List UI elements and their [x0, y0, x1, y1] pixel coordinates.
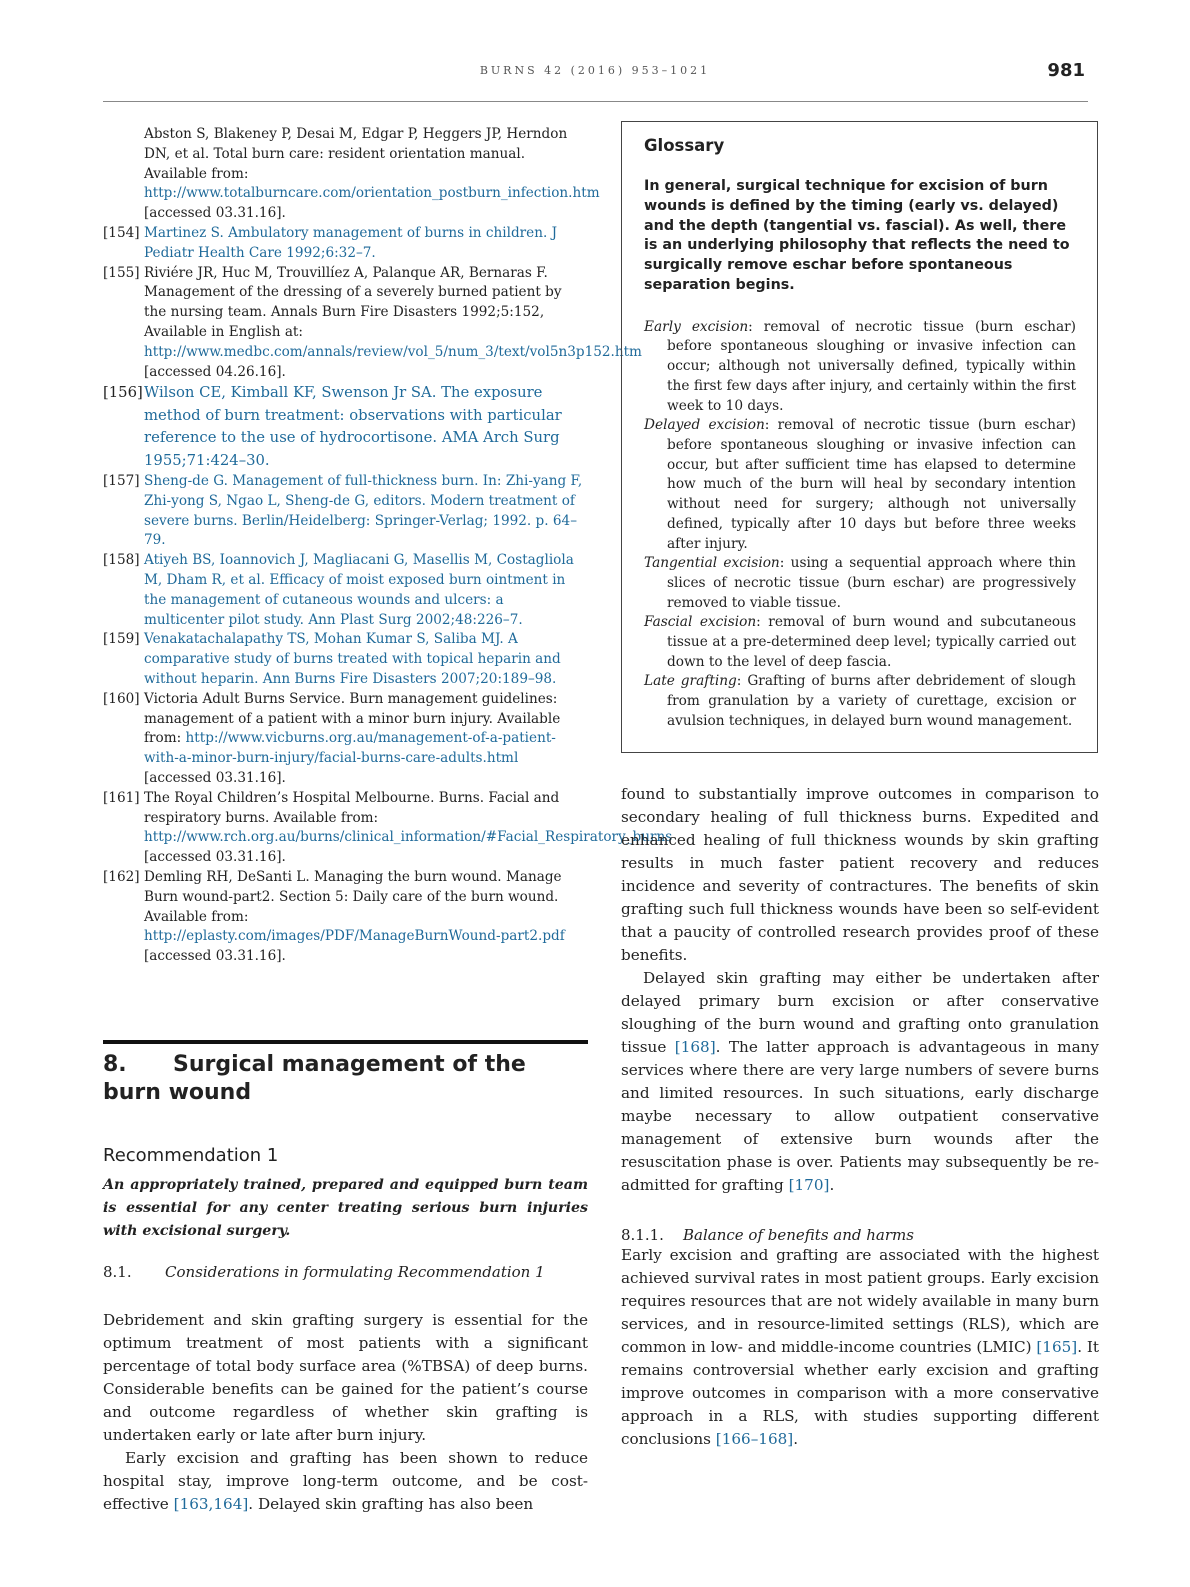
- section-title: Surgical management of the burn wound: [103, 1051, 526, 1105]
- citation-link[interactable]: Venakatachalapathy TS, Mohan Kumar S, Saliba MJ. A comparative study of burns treated with topical heparin and without heparin. Ann Burns Fire Disasters 2007;20:189–98.: [144, 631, 561, 687]
- citation-link[interactable]: http://www.medbc.com/annals/review/vol_5/num_3/text/vol5n3p152.htm: [144, 343, 642, 360]
- glossary-text: : removal of necrotic tissue (burn eschar) before spontaneous sloughing or invasive infection can occur, but after sufficient time has elapsed to determine how much of the burn will heal by secondary intention without need for surgery; although not universally defined, typically after 10 days but before three weeks after injury.: [667, 417, 1076, 552]
- reference-number: [156]: [103, 384, 143, 402]
- glossary-definition: [644, 672, 1076, 731]
- citation-link[interactable]: [165]: [1036, 1337, 1078, 1356]
- glossary-definition: [644, 613, 1076, 672]
- text-run: Early excision and grafting are associated with the highest achieved survival rates in most patient groups. Early excision requires resources that are not widely available in many burn services, and in resource-limited settings (RLS), which are common in low- and middle-income countries (LMIC): [621, 1245, 1099, 1356]
- text-run: . It remains controversial whether early excision and grafting improve outcomes in comparison with a more conservative approach in a RLS, with studies supporting different conclusions: [621, 1337, 1099, 1448]
- text-run: . The latter approach is advantageous in many services where there are very large numbers of severe burns and limited resources. In such situations, early discharge maybe necessary to allow outpatient conservative management of extensive burn wounds after the resuscitation phase is over. Patients may subsequently be re-admitted for grafting: [621, 1037, 1099, 1194]
- glossary-definition: [644, 416, 1076, 554]
- reference-number: [162]: [103, 868, 140, 885]
- citation-link[interactable]: [170]: [788, 1175, 830, 1194]
- right-column: [621, 121, 1099, 1451]
- citation-link[interactable]: Atiyeh BS, Ioannovich J, Magliacani G, Masellis M, Costagliola M, Dham R, et al. Efficacy of moist exposed burn ointment in the management of cutaneous wounds and ulcers: a multicenter pilot study. Ann Plast Surg 2002;48:226–7.: [144, 552, 574, 628]
- text-run: Riviére JR, Huc M, Trouvillíez A, Palanque AR, Bernaras F. Management of the dressing of a severely burned patient by the nursing team. Annals Burn Fire Disasters 1992;5:152, Available in English at:: [144, 264, 562, 340]
- text-run: [accessed 04.26.16].: [144, 363, 286, 380]
- header-rule: [103, 101, 1088, 102]
- glossary-definition: [644, 318, 1076, 417]
- reference-item: [103, 789, 673, 868]
- text-run: Victoria Adult Burns Service. Burn management guidelines: management of a patient with a minor burn injury. Available from:: [144, 690, 561, 747]
- recommendation-title: Recommendation 1: [103, 1144, 279, 1166]
- glossary-term: Late grafting: [644, 673, 737, 690]
- reference-number: [155]: [103, 264, 140, 281]
- section-heading: [103, 1040, 588, 1107]
- glossary-box: [621, 121, 1098, 753]
- glossary-term: Tangential excision: [644, 555, 780, 572]
- text-run: .: [829, 1175, 835, 1194]
- glossary-term: Fascial excision: [644, 614, 757, 631]
- reference-number: [157]: [103, 472, 140, 489]
- citation-link[interactable]: http://eplasty.com/images/PDF/ManageBurnWound-part2.pdf: [144, 928, 565, 945]
- reference-item: [103, 472, 588, 551]
- text-run: Delayed skin grafting may either be undertaken after delayed primary burn excision or after conservative sloughing of the burn wound and grafting onto granulation tissue: [621, 968, 1099, 1056]
- subsection-number: 8.1.: [103, 1262, 132, 1281]
- subsubsection-heading: [621, 1226, 1099, 1244]
- glossary-definition: [644, 554, 1076, 613]
- left-body-text: [103, 1309, 588, 1516]
- citation-link[interactable]: Sheng-de G. Management of full-thickness burn. In: Zhi-yang F, Zhi-yong S, Ngao L, Sheng-de G, editors. Modern treatment of severe burns. Berlin/Heidelberg: Springer-Verlag; 1992. p. 64–79.: [144, 472, 583, 549]
- glossary-term: Delayed excision: [644, 417, 765, 434]
- citation-link[interactable]: Martinez S. Ambulatory management of burns in children. J Pediatr Health Care 1992;6:32–7.: [144, 224, 558, 261]
- glossary-term: Early excision: [644, 318, 749, 335]
- reference-item: [103, 264, 642, 383]
- subsection-heading: [103, 1263, 588, 1281]
- text-run: The Royal Children’s Hospital Melbourne. Burns. Facial and respiratory burns. Available from:: [144, 789, 560, 826]
- subsubsection-title: Balance of benefits and harms: [683, 1225, 914, 1244]
- right-body-text-2: [621, 1244, 1099, 1451]
- glossary-intro: In general, surgical technique for excision of burn wounds is defined by the timing (early vs. delayed) and the depth (tangential vs. fascial). As well, there is an underlying philosophy that reflects the need to surgically remove eschar before spontaneous separation begins.: [644, 178, 1070, 293]
- subsubsection-number: 8.1.1.: [621, 1225, 664, 1244]
- text-run: [accessed 03.31.16].: [144, 769, 286, 786]
- text-run: [accessed 03.31.16].: [144, 948, 286, 965]
- text-run: found to substantially improve outcomes in comparison to secondary healing of full thickness burns. Expedited and enhanced healing of full thickness wounds by skin grafting results in much faster patient recovery and reduces incidence and severity of contractures. The benefits of skin grafting such full thickness wounds have been so self-evident that a paucity of controlled research provides proof of these benefits.: [621, 784, 1099, 964]
- reference-number: [158]: [103, 552, 140, 569]
- paragraph: [621, 967, 1099, 1197]
- reference-number: [161]: [103, 789, 140, 806]
- page-number: 981: [1047, 60, 1085, 81]
- citation-link[interactable]: [163,164]: [173, 1494, 249, 1513]
- citation-link[interactable]: http://www.rch.org.au/burns/clinical_information/#Facial_Respiratory_burns: [144, 829, 673, 846]
- recommendation-text: An appropriately trained, prepared and equipped burn team is essential for any center treating serious burn injuries with excisional surgery.: [103, 1176, 588, 1239]
- text-run: Early excision and grafting has been shown to reduce hospital stay, improve long-term outcome, and be cost-effective: [103, 1448, 588, 1513]
- paragraph: [103, 1309, 588, 1447]
- text-run: [accessed 03.31.16].: [144, 205, 286, 222]
- glossary-text: : Grafting of burns after debridement of slough from granulation by a variety of curettage, excision or avulsion techniques, in delayed burn wound management.: [667, 673, 1076, 729]
- text-run: [accessed 03.31.16].: [144, 849, 286, 866]
- citation-link[interactable]: [168]: [674, 1037, 716, 1056]
- paragraph: [621, 1244, 1099, 1451]
- journal-header: BURNS 42 (2016) 953–1021: [479, 64, 711, 77]
- reference-number: [159]: [103, 631, 140, 648]
- paragraph: [103, 1447, 588, 1516]
- citation-link[interactable]: Wilson CE, Kimball KF, Swenson Jr SA. The exposure method of burn treatment: observations with particular reference to the use of hydrocortisone. AMA Arch Surg 1955;71:424–30.: [144, 384, 562, 469]
- subsection-title: Considerations in formulating Recommendation 1: [165, 1262, 545, 1281]
- glossary-text: : removal of necrotic tissue (burn eschar) before spontaneous sloughing or invasive infection can occur; although not universally defined, typically within the first few days after injury, and certainly within the first week to 10 days.: [667, 318, 1076, 414]
- paragraph: [621, 783, 1099, 967]
- reference-number: [160]: [103, 690, 140, 707]
- reference-number: [154]: [103, 224, 140, 241]
- citation-link[interactable]: [166–168]: [715, 1429, 794, 1448]
- citation-link[interactable]: http://www.totalburncare.com/orientation_postburn_infection.htm: [144, 185, 600, 202]
- glossary-text: : using a sequential approach where thin slices of necrotic tissue (burn eschar) are progressively removed to viable tissue.: [667, 555, 1076, 611]
- reference-item: [103, 551, 588, 630]
- section-number: 8.: [103, 1051, 127, 1077]
- citation-link[interactable]: http://www.vicburns.org.au/management-of-a-patient-with-a-minor-burn-injury/facial-burns-care-adults.html: [144, 730, 556, 767]
- reference-item: [103, 382, 588, 472]
- text-run: Demling RH, DeSanti L. Managing the burn wound. Manage Burn wound-part2. Section 5: Daily care of the burn wound. Available from:: [144, 868, 562, 925]
- glossary-title: Glossary: [644, 136, 725, 155]
- reference-list: [103, 125, 673, 967]
- glossary-text: : removal of burn wound and subcutaneous tissue at a pre-determined deep level; typically carried out down to the level of deep fascia.: [667, 614, 1077, 670]
- reference-item: [103, 690, 588, 789]
- text-run: . Delayed skin grafting has also been: [248, 1494, 534, 1513]
- glossary-definitions: [644, 318, 1076, 732]
- reference-item: [103, 868, 588, 967]
- reference-item: [103, 125, 600, 224]
- right-body-text: [621, 783, 1099, 1197]
- text-run: .: [793, 1429, 799, 1448]
- text-run: Debridement and skin grafting surgery is essential for the optimum treatment of most patients with a significant percentage of total body surface area (%TBSA) of deep burns. Considerable benefits can be gained for the patient’s course and outcome regardless of whether skin grafting is undertaken early or late after burn injury.: [103, 1310, 588, 1444]
- text-run: Abston S, Blakeney P, Desai M, Edgar P, Heggers JP, Herndon DN, et al. Total burn care: resident orientation manual. Available from:: [144, 126, 568, 182]
- reference-item: [103, 224, 588, 264]
- reference-item: [103, 630, 588, 689]
